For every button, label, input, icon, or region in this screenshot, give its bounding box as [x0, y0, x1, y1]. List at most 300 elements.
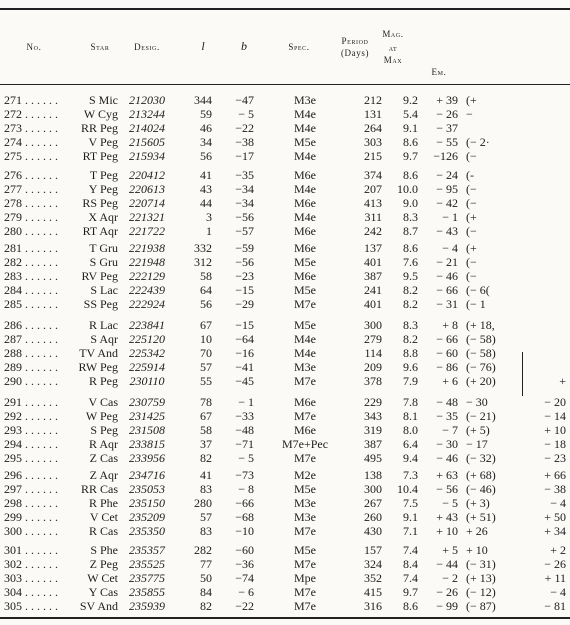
cell-spec: M7e — [294, 409, 316, 423]
cell-no: 280 . . . . . . — [4, 224, 58, 238]
cell-desig: 234716 — [129, 468, 165, 482]
cell-no: 297 . . . . . . — [4, 482, 58, 496]
cell-star: V Cas — [88, 395, 118, 409]
table-row — [0, 496, 570, 510]
cell-mag: 8.3 — [403, 210, 418, 224]
cell-ab: − 38 — [544, 482, 566, 496]
cell-desig: 221948 — [129, 255, 165, 269]
cell-l: 50 — [200, 571, 212, 585]
cell-star: S Mic — [88, 93, 118, 107]
header-em: Em. — [431, 67, 447, 77]
cell-em: + 43 — [436, 510, 458, 524]
cell-period: 260 — [364, 510, 382, 524]
cell-b: −36 — [235, 557, 254, 571]
cell-em: − 86 — [436, 360, 458, 374]
cell-period: 387 — [364, 269, 382, 283]
cell-spec: M4e — [294, 121, 316, 135]
cell-spec: M7e — [294, 297, 316, 311]
cell-l: 57 — [200, 360, 212, 374]
cell-ab: + 2 — [550, 543, 566, 557]
cell-emx: (− 21) — [466, 409, 496, 423]
cell-emx: (− 12) — [466, 585, 496, 599]
cell-l: 344 — [194, 93, 212, 107]
cell-desig: 215605 — [129, 135, 165, 149]
cell-star: R Phe — [88, 496, 118, 510]
cell-b: −15 — [235, 283, 254, 297]
cell-l: 280 — [194, 496, 212, 510]
cell-l: 56 — [200, 297, 212, 311]
cell-desig: 221722 — [129, 224, 165, 238]
cell-no: 283 . . . . . . — [4, 269, 58, 283]
cell-period: 311 — [364, 210, 382, 224]
table-row — [0, 543, 570, 557]
cell-star: R Aqr — [88, 437, 118, 451]
cell-no: 290 . . . . . . — [4, 374, 58, 388]
cell-emx: (+ 68) — [466, 468, 496, 482]
cell-l: 83 — [200, 482, 212, 496]
cell-period: 401 — [364, 255, 382, 269]
row-group — [0, 168, 570, 238]
cell-period: 212 — [364, 93, 382, 107]
cell-no: 296 . . . . . . — [4, 468, 58, 482]
table-row — [0, 332, 570, 346]
cell-em: + 6 — [442, 374, 458, 388]
cell-spec: M7e — [294, 557, 316, 571]
cell-em: + 39 — [436, 93, 458, 107]
row-group — [0, 241, 570, 311]
cell-period: 209 — [364, 360, 382, 374]
cell-desig: 230110 — [129, 374, 165, 388]
cell-desig: 222129 — [129, 269, 165, 283]
cell-l: 41 — [200, 468, 212, 482]
cell-mag: 7.9 — [403, 374, 418, 388]
cell-period: 114 — [364, 346, 382, 360]
cell-ab: − 4 — [550, 585, 566, 599]
cell-mag: 8.3 — [403, 318, 418, 332]
cell-emx: (+ 18, — [466, 318, 495, 332]
cell-ab: − 4 — [550, 496, 566, 510]
cell-em: − 46 — [436, 451, 458, 465]
cell-emx: (+ 5) — [466, 423, 490, 437]
cell-star: Z Aqr — [89, 468, 118, 482]
cell-desig: 235775 — [129, 571, 165, 585]
table-row — [0, 423, 570, 437]
cell-star: W Cyg — [83, 107, 118, 121]
cell-em: − 42 — [436, 196, 458, 210]
cell-mag: 7.3 — [403, 468, 418, 482]
cell-emx: (+ — [466, 93, 477, 107]
cell-em: − 26 — [436, 107, 458, 121]
cell-star: R Lac — [89, 318, 118, 332]
cell-b: −15 — [235, 318, 254, 332]
cell-mag: 9.7 — [403, 585, 418, 599]
cell-ab: + 34 — [544, 524, 566, 538]
cell-spec: M6e — [294, 395, 316, 409]
cell-emx: (+ 13) — [466, 571, 496, 585]
cell-mag: 8.2 — [403, 332, 418, 346]
cell-b: −23 — [235, 269, 254, 283]
cell-no: 275 . . . . . . — [4, 149, 58, 163]
cell-no: 274 . . . . . . — [4, 135, 58, 149]
cell-l: 82 — [200, 599, 212, 613]
cell-mag: 9.2 — [403, 93, 418, 107]
cell-star: SS Peg — [83, 297, 118, 311]
table-row — [0, 451, 570, 465]
cell-em: − 24 — [436, 168, 458, 182]
cell-desig: 225120 — [129, 332, 165, 346]
cell-desig: 222924 — [129, 297, 165, 311]
cell-mag: 8.1 — [403, 409, 418, 423]
cell-desig: 233956 — [129, 451, 165, 465]
cell-spec: M5e — [294, 318, 316, 332]
cell-emx: (− 58) — [466, 346, 496, 360]
cell-mag: 7.4 — [403, 571, 418, 585]
header-desig: Desig. — [134, 42, 160, 52]
table-row — [0, 93, 570, 107]
table-row — [0, 318, 570, 332]
cell-em: − 43 — [436, 224, 458, 238]
header-mag-2: at — [388, 43, 398, 53]
cell-no: 292 . . . . . . — [4, 409, 58, 423]
cell-emx: − — [466, 107, 473, 121]
cell-desig: 220613 — [129, 182, 165, 196]
cell-desig: 220714 — [129, 196, 165, 210]
cell-star: Y Cas — [88, 585, 118, 599]
cell-ab: − 81 — [544, 599, 566, 613]
cell-period: 215 — [364, 149, 382, 163]
cell-ab: − 18 — [544, 437, 566, 451]
cell-b: −59 — [235, 241, 254, 255]
cell-spec: M4e — [294, 332, 316, 346]
cell-l: 57 — [200, 510, 212, 524]
table-row — [0, 468, 570, 482]
cell-l: 332 — [194, 241, 212, 255]
cell-no: 273 . . . . . . — [4, 121, 58, 135]
table-row — [0, 182, 570, 196]
table-row — [0, 135, 570, 149]
cell-mag: 8.4 — [403, 557, 418, 571]
cell-desig: 235357 — [129, 543, 165, 557]
cell-desig: 220412 — [129, 168, 165, 182]
cell-period: 131 — [364, 107, 382, 121]
cell-no: 303 . . . . . . — [4, 571, 58, 585]
cell-emx: + 26 — [466, 524, 488, 538]
cell-emx: (− 76) — [466, 360, 496, 374]
cell-desig: 223841 — [129, 318, 165, 332]
cell-b: −34 — [235, 182, 254, 196]
table-row — [0, 524, 570, 538]
cell-desig: 225914 — [129, 360, 165, 374]
cell-em: − 95 — [436, 182, 458, 196]
cell-desig: 235525 — [129, 557, 165, 571]
cell-desig: 235209 — [129, 510, 165, 524]
cell-spec: M7e — [294, 585, 316, 599]
cell-b: −16 — [235, 346, 254, 360]
cell-spec: M3e — [294, 360, 316, 374]
cell-b: −22 — [235, 121, 254, 135]
cell-b: −57 — [235, 224, 254, 238]
cell-emx: (− 46) — [466, 482, 496, 496]
cell-period: 430 — [364, 524, 382, 538]
cell-spec: M6e — [294, 269, 316, 283]
cell-spec: M6e — [294, 241, 316, 255]
cell-spec: M6e — [294, 168, 316, 182]
cell-mag: 10.4 — [397, 482, 418, 496]
cell-emx: (+ 3) — [466, 496, 490, 510]
cell-no: 305 . . . . . . — [4, 599, 58, 613]
cell-mag: 9.1 — [403, 121, 418, 135]
cell-desig: 222439 — [129, 283, 165, 297]
table-row — [0, 360, 570, 374]
cell-period: 316 — [364, 599, 382, 613]
cell-desig: 235939 — [129, 599, 165, 613]
cell-desig: 235053 — [129, 482, 165, 496]
table-row — [0, 210, 570, 224]
bottom-rule — [0, 617, 570, 619]
cell-star: RS Peg — [82, 196, 118, 210]
cell-b: −41 — [235, 360, 254, 374]
cell-em: − 5 — [442, 496, 458, 510]
cell-emx: (+ 20) — [466, 374, 496, 388]
cell-em: − 35 — [436, 409, 458, 423]
cell-spec: M2e — [294, 468, 316, 482]
row-group — [0, 468, 570, 538]
table-row — [0, 121, 570, 135]
cell-period: 229 — [364, 395, 382, 409]
cell-l: 78 — [200, 395, 212, 409]
cell-spec: M4e — [294, 107, 316, 121]
table-row — [0, 107, 570, 121]
cell-star: S Peg — [90, 423, 118, 437]
cell-em: − 66 — [436, 283, 458, 297]
cell-desig: 231508 — [129, 423, 165, 437]
cell-l: 82 — [200, 451, 212, 465]
cell-emx: (− — [466, 269, 477, 283]
cell-emx: (− — [466, 255, 477, 269]
cell-l: 10 — [200, 332, 212, 346]
cell-l: 37 — [200, 437, 212, 451]
cell-spec: M7e — [294, 451, 316, 465]
cell-l: 55 — [200, 374, 212, 388]
cell-l: 43 — [200, 182, 212, 196]
cell-l: 44 — [200, 196, 212, 210]
cell-emx: (− 58) — [466, 332, 496, 346]
cell-emx: − 17 — [466, 437, 488, 451]
header-star: Star — [90, 42, 110, 52]
cell-spec: M5e — [294, 283, 316, 297]
cell-period: 374 — [364, 168, 382, 182]
cell-l: 34 — [200, 135, 212, 149]
cell-emx: (− 2· — [466, 135, 490, 149]
cell-ab: + 10 — [544, 423, 566, 437]
cell-mag: 9.5 — [403, 269, 418, 283]
cell-spec: M3e — [294, 496, 316, 510]
cell-em: − 60 — [436, 346, 458, 360]
cell-b: − 5 — [238, 107, 254, 121]
cell-star: RW Peg — [78, 360, 118, 374]
cell-l: 1 — [206, 224, 212, 238]
table-row — [0, 374, 570, 388]
table-row — [0, 297, 570, 311]
cell-b: −38 — [235, 135, 254, 149]
cell-no: 298 . . . . . . — [4, 496, 58, 510]
table-row — [0, 149, 570, 163]
cell-mag: 8.7 — [403, 224, 418, 238]
cell-spec: M3e — [294, 93, 316, 107]
cell-mag: 7.8 — [403, 395, 418, 409]
cell-star: RV Peg — [81, 269, 118, 283]
cell-b: −64 — [235, 332, 254, 346]
cell-period: 157 — [364, 543, 382, 557]
cell-period: 137 — [364, 241, 382, 255]
cell-em: − 1 — [442, 210, 458, 224]
cell-emx: (+ — [466, 210, 477, 224]
cell-mag: 5.4 — [403, 107, 418, 121]
cell-mag: 9.6 — [403, 360, 418, 374]
cell-b: −47 — [235, 93, 254, 107]
table-row — [0, 269, 570, 283]
cell-star: Y Peg — [88, 182, 118, 196]
cell-period: 303 — [364, 135, 382, 149]
cell-ab: + 11 — [544, 571, 566, 585]
cell-star: S Phe — [90, 543, 118, 557]
cell-emx: (− — [466, 196, 477, 210]
cell-l: 312 — [194, 255, 212, 269]
cell-no: 288 . . . . . . — [4, 346, 58, 360]
cell-spec: M7e — [294, 524, 316, 538]
table-row — [0, 585, 570, 599]
cell-em: − 21 — [436, 255, 458, 269]
cell-em: + 10 — [436, 524, 458, 538]
cell-emx: (+ — [466, 241, 477, 255]
cell-star: TV And — [79, 346, 118, 360]
cell-desig: 212030 — [129, 93, 165, 107]
cell-no: 281 . . . . . . — [4, 241, 58, 255]
cell-em: − 30 — [436, 437, 458, 451]
cell-l: 64 — [200, 283, 212, 297]
cell-star: V Cet — [89, 510, 118, 524]
header-mag-3: Max — [383, 55, 403, 65]
cell-desig: 221321 — [129, 210, 165, 224]
cell-star: RT Peg — [82, 149, 118, 163]
cell-period: 324 — [364, 557, 382, 571]
cell-emx: (− 32) — [466, 451, 496, 465]
cell-spec: M4e — [294, 210, 316, 224]
cell-spec: M3e — [294, 510, 316, 524]
cell-mag: 10.0 — [397, 182, 418, 196]
cell-emx: (− — [466, 224, 477, 238]
table-row — [0, 283, 570, 297]
cell-period: 300 — [364, 482, 382, 496]
cell-em: − 31 — [436, 297, 458, 311]
cell-l: 58 — [200, 269, 212, 283]
cell-mag: 9.0 — [403, 196, 418, 210]
cell-l: 67 — [200, 318, 212, 332]
cell-desig: 215934 — [129, 149, 165, 163]
cell-star: Z Peg — [89, 557, 118, 571]
cell-desig: 225342 — [129, 346, 165, 360]
cell-l: 77 — [200, 557, 212, 571]
cell-emx: (+ 51) — [466, 510, 496, 524]
cell-no: 299 . . . . . . — [4, 510, 58, 524]
cell-em: − 99 — [436, 599, 458, 613]
cell-ab: − 26 — [544, 557, 566, 571]
cell-em: −126 — [433, 149, 458, 163]
table-row — [0, 395, 570, 409]
cell-mag: 8.2 — [403, 283, 418, 297]
cell-l: 56 — [200, 149, 212, 163]
header-no: No. — [26, 42, 42, 52]
cell-period: 267 — [364, 496, 382, 510]
cell-period: 378 — [364, 374, 382, 388]
cell-star: X Aqr — [88, 210, 118, 224]
header-l: l — [201, 39, 205, 53]
cell-emx: + 10 — [466, 543, 488, 557]
cell-period: 413 — [364, 196, 382, 210]
cell-emx: (- — [466, 168, 474, 182]
cell-mag: 8.8 — [403, 346, 418, 360]
table-row — [0, 409, 570, 423]
cell-em: − 48 — [436, 395, 458, 409]
cell-star: V Peg — [88, 135, 118, 149]
cell-star: S Aqr — [90, 332, 118, 346]
cell-ab: − 23 — [544, 451, 566, 465]
header-spec: Spec. — [288, 42, 310, 52]
cell-spec: M7e — [294, 599, 316, 613]
cell-spec: Mpe — [294, 571, 316, 585]
cell-b: −73 — [235, 468, 254, 482]
cell-l: 282 — [194, 543, 212, 557]
row-group — [0, 543, 570, 613]
header-rule — [0, 84, 570, 85]
cell-period: 300 — [364, 318, 382, 332]
cell-period: 319 — [364, 423, 382, 437]
row-group — [0, 318, 570, 388]
cell-spec: M5e — [294, 482, 316, 496]
cell-mag: 8.2 — [403, 297, 418, 311]
cell-period: 387 — [364, 437, 382, 451]
cell-em: − 7 — [442, 423, 458, 437]
cell-spec: M5e — [294, 135, 316, 149]
cell-mag: 9.1 — [403, 510, 418, 524]
cell-em: − 55 — [436, 135, 458, 149]
cell-mag: 7.5 — [403, 496, 418, 510]
cell-spec: M6e — [294, 224, 316, 238]
cell-em: − 4 — [442, 241, 458, 255]
cell-desig: 233815 — [129, 437, 165, 451]
cell-desig: 235350 — [129, 524, 165, 538]
cell-star: RT Aqr — [82, 224, 118, 238]
cell-no: 291 . . . . . . — [4, 395, 58, 409]
cell-no: 285 . . . . . . — [4, 297, 58, 311]
table-row — [0, 571, 570, 585]
cell-star: RR Peg — [80, 121, 118, 135]
table-row — [0, 482, 570, 496]
table-row — [0, 599, 570, 613]
cell-l: 41 — [200, 168, 212, 182]
cell-star: Z Cas — [89, 451, 118, 465]
cell-star: RR Cas — [80, 482, 118, 496]
cell-em: − 46 — [436, 269, 458, 283]
table-row — [0, 168, 570, 182]
cell-no: 302 . . . . . . — [4, 557, 58, 571]
margin-bracket-mark — [522, 352, 523, 396]
cell-b: −35 — [235, 168, 254, 182]
cell-desig: 235150 — [129, 496, 165, 510]
cell-b: − 5 — [238, 451, 254, 465]
table-row — [0, 224, 570, 238]
cell-ab: + 66 — [544, 468, 566, 482]
